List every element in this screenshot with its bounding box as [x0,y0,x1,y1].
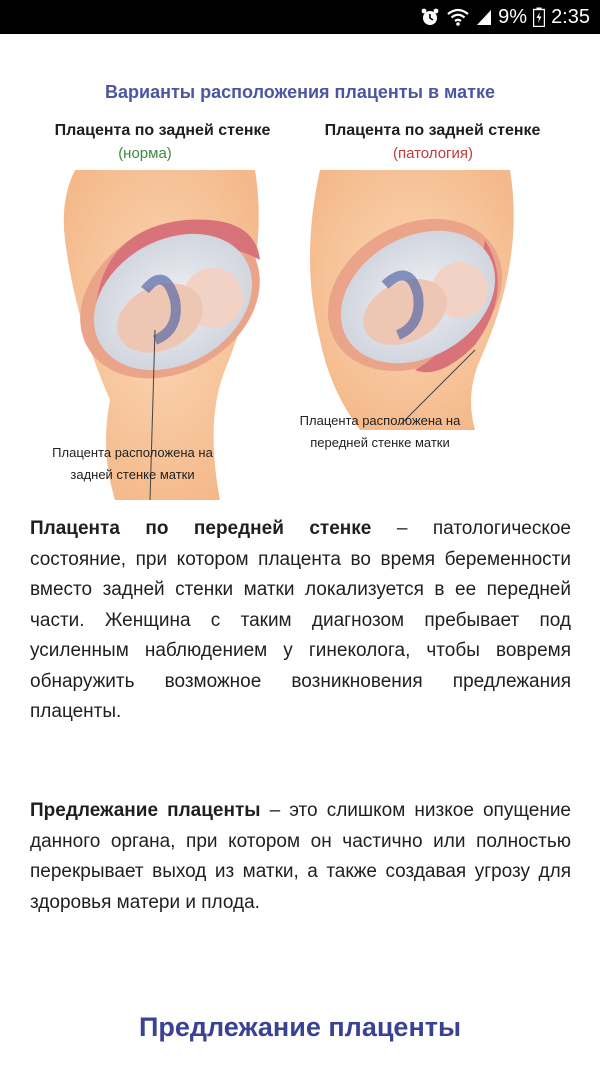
left-column-subtitle: (норма) [118,145,172,162]
right-caption-line2: передней стенке матки [310,435,450,450]
left-caption-line1: Плацента расположена на [52,445,213,460]
uterus-drawing-pathology [300,170,530,430]
paragraph-placenta-previa [30,796,571,918]
paragraph-1-term: Плацента по передней стенке [30,518,372,539]
right-column-subtitle: (патология) [392,145,474,162]
wifi-icon [446,7,470,27]
battery-percent: 9% [498,5,528,28]
left-caption [30,442,235,486]
clock: 2:35 [551,5,590,28]
section-heading: Предлежание плаценты [138,1012,462,1042]
placenta-illustration [0,60,600,500]
left-column-title: Плацента по задней стенке [54,122,271,139]
figure-title: Варианты расположения плаценты в матке [105,82,495,102]
battery-icon [533,7,545,27]
paragraph-anterior-placenta [30,514,571,728]
paragraph-2-text: – это слишком низкое опущение данного органа, при котором он частично или полностью перекрывает выход из матки, а также создавая угрозу для здоровья матери и плода. [30,800,571,913]
signal-icon [476,8,492,26]
right-caption [275,410,485,454]
paragraph-1-text: – патологическое состояние, при котором плацента во время беременности вместо задней стенки матки локализуется в ее передней части. Женщина с таким диагнозом пребывает под усиленным наблюдением у гинеколога, чтобы вовремя обнаружить возможное возникновения предлежания плаценты. [30,518,571,722]
right-column-title: Плацента по задней стенке [324,122,541,139]
paragraph-2-term: Предлежание плаценты [30,800,261,821]
left-caption-line2: задней стенке матки [70,467,195,482]
alarm-icon [420,7,440,27]
right-caption-line1: Плацента расположена на [299,413,461,428]
status-bar [0,0,600,34]
